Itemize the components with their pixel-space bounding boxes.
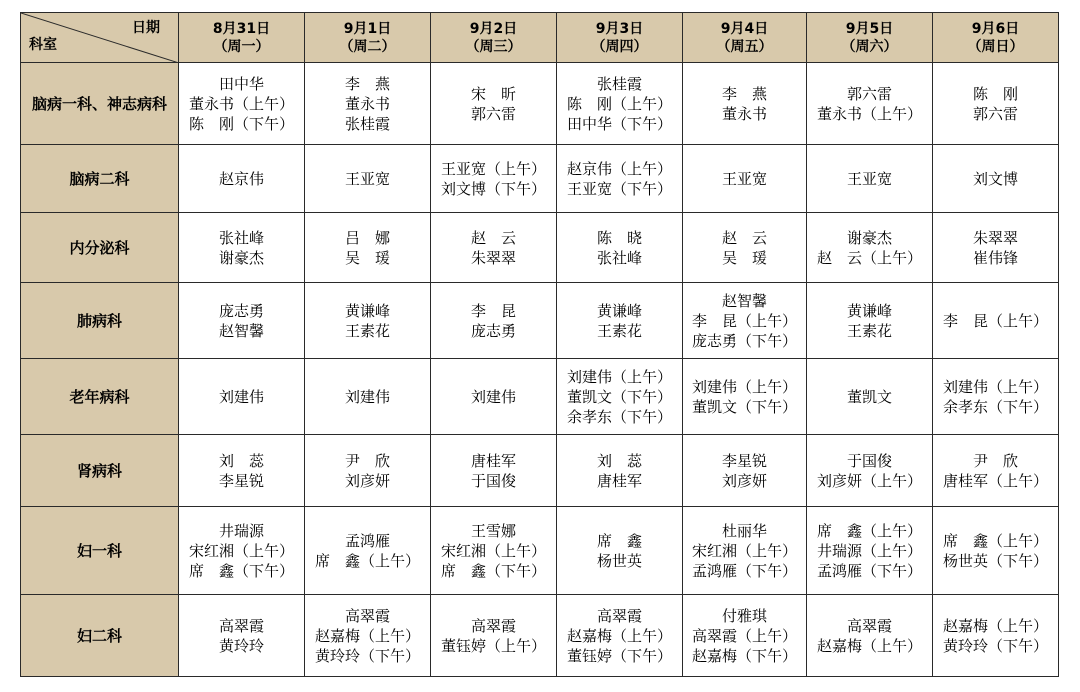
duty-cell — [557, 595, 683, 677]
duty-cell — [933, 359, 1059, 435]
doctor-entry: 王雪娜 — [470, 521, 516, 540]
weekday-label: （周六） — [841, 38, 898, 55]
doctor-entry: 李 昆 — [470, 301, 516, 320]
doctor-list — [219, 301, 264, 341]
doctor-entry: 井瑞源（上午） — [816, 541, 922, 560]
department-axis-label: 科室 — [29, 37, 57, 53]
date-label: 8月31日 — [212, 20, 271, 37]
doctor-entry: 吴 瑗 — [721, 248, 767, 267]
doctor-list — [567, 367, 672, 427]
duty-cell — [933, 63, 1059, 145]
department-name: 脑病二科 — [21, 145, 179, 213]
duty-cell — [933, 283, 1059, 359]
department-name: 妇一科 — [21, 507, 179, 595]
doctor-list — [471, 228, 516, 268]
duty-cell — [807, 283, 933, 359]
corner-header-cell — [21, 13, 179, 63]
doctor-entry: 王亚宽（上午） — [440, 159, 546, 178]
duty-cell — [305, 595, 431, 677]
doctor-entry: 董永书 — [344, 94, 390, 113]
doctor-entry: 高翠霞 — [470, 616, 516, 635]
doctor-entry: 李 燕 — [344, 74, 390, 93]
duty-cell — [179, 435, 305, 507]
doctor-entry: 于国俊 — [846, 451, 892, 470]
doctor-list — [471, 451, 516, 491]
duty-cell — [557, 63, 683, 145]
doctor-entry: 李 昆（上午） — [942, 311, 1048, 330]
weekday-label: （周日） — [967, 38, 1024, 55]
doctor-entry: 董永书 — [721, 104, 767, 123]
doctor-entry: 赵智馨 — [721, 291, 767, 310]
doctor-entry: 赵 云 — [721, 228, 767, 247]
doctor-entry: 张桂霞 — [596, 74, 642, 93]
doctor-entry: 赵京伟（上午） — [566, 159, 672, 178]
weekday-label: （周五） — [716, 38, 773, 55]
doctor-entry: 唐桂军 — [596, 471, 642, 490]
doctor-list — [597, 228, 642, 268]
doctor-list — [847, 387, 892, 407]
department-row — [21, 145, 1059, 213]
doctor-entry: 黄玲玲（下午） — [314, 646, 420, 665]
doctor-entry: 高翠霞 — [596, 606, 642, 625]
date-label: 9月1日 — [343, 20, 392, 37]
doctor-list — [973, 228, 1018, 268]
doctor-entry: 陈 刚（下午） — [188, 114, 294, 133]
duty-cell — [179, 283, 305, 359]
doctor-entry: 刘 蕊 — [218, 451, 264, 470]
date-header-2 — [305, 13, 431, 63]
doctor-list — [471, 301, 516, 341]
doctor-entry: 席 鑫 — [596, 531, 642, 550]
duty-cell — [179, 145, 305, 213]
doctor-entry: 黄谦峰 — [596, 301, 642, 320]
duty-cell — [807, 213, 933, 283]
doctor-entry: 高翠霞 — [218, 616, 264, 635]
doctor-entry: 庞志勇 — [470, 321, 516, 340]
duty-cell — [683, 359, 807, 435]
doctor-entry: 郭六雷 — [846, 84, 892, 103]
duty-cell — [431, 435, 557, 507]
doctor-entry: 余孝东（下午） — [942, 397, 1048, 416]
doctor-entry: 宋 昕 — [470, 84, 516, 103]
duty-cell — [557, 283, 683, 359]
department-row — [21, 507, 1059, 595]
date-header-7 — [933, 13, 1059, 63]
doctor-entry: 刘建伟 — [218, 387, 264, 406]
department-row — [21, 213, 1059, 283]
duty-cell — [305, 63, 431, 145]
duty-cell — [807, 145, 933, 213]
doctor-entry: 赵嘉梅（上午） — [942, 616, 1048, 635]
doctor-list — [817, 451, 922, 491]
doctor-entry: 赵 云 — [470, 228, 516, 247]
doctor-entry: 陈 晓 — [596, 228, 642, 247]
doctor-entry: 赵嘉梅（上午） — [314, 626, 420, 645]
duty-cell — [807, 435, 933, 507]
doctor-list — [943, 377, 1048, 417]
duty-cell — [683, 213, 807, 283]
weekday-label: （周一） — [213, 38, 270, 55]
doctor-entry: 赵智馨 — [218, 321, 264, 340]
doctor-entry: 刘建伟 — [344, 387, 390, 406]
doctor-entry: 吕 娜 — [344, 228, 390, 247]
doctor-entry: 井瑞源 — [218, 521, 264, 540]
doctor-entry: 王亚宽 — [846, 169, 892, 188]
duty-cell — [683, 507, 807, 595]
doctor-entry: 高翠霞 — [344, 606, 390, 625]
doctor-entry: 王亚宽 — [344, 169, 390, 188]
doctor-entry: 张社峰 — [596, 248, 642, 267]
doctor-entry: 董永书（上午） — [188, 94, 294, 113]
duty-cell — [179, 359, 305, 435]
doctor-entry: 杨世英 — [596, 551, 642, 570]
duty-cell — [807, 595, 933, 677]
doctor-entry: 董永书（上午） — [816, 104, 922, 123]
doctor-entry: 尹 欣 — [972, 451, 1018, 470]
doctor-entry: 董凯文（下午） — [691, 397, 797, 416]
duty-cell — [431, 213, 557, 283]
doctor-list — [567, 606, 672, 666]
doctor-entry: 谢豪杰 — [218, 248, 264, 267]
doctor-entry: 席 鑫（上午） — [816, 521, 922, 540]
duty-cell — [683, 63, 807, 145]
doctor-entry: 唐桂军 — [470, 451, 516, 470]
doctor-list — [219, 169, 264, 189]
duty-cell — [431, 359, 557, 435]
duty-cell — [431, 63, 557, 145]
doctor-list — [345, 74, 390, 134]
doctor-entry: 郭六雷 — [470, 104, 516, 123]
doctor-list — [219, 616, 264, 656]
doctor-entry: 刘建伟（上午） — [566, 367, 672, 386]
doctor-entry: 杨世英（下午） — [942, 551, 1048, 570]
doctor-list — [817, 521, 922, 581]
doctor-list — [597, 531, 642, 571]
doctor-entry: 宋红湘（上午） — [188, 541, 294, 560]
doctor-list — [219, 451, 264, 491]
doctor-entry: 赵 云（上午） — [816, 248, 922, 267]
doctor-list — [567, 74, 672, 134]
duty-cell — [683, 145, 807, 213]
doctor-entry: 王亚宽 — [721, 169, 767, 188]
duty-cell — [305, 359, 431, 435]
duty-cell — [683, 435, 807, 507]
doctor-list — [943, 451, 1048, 491]
doctor-entry: 尹 欣 — [344, 451, 390, 470]
doctor-list — [722, 84, 767, 124]
date-header-5 — [683, 13, 807, 63]
doctor-entry: 田中华 — [218, 74, 264, 93]
department-name: 老年病科 — [21, 359, 179, 435]
weekday-label: （周三） — [465, 38, 522, 55]
doctor-entry: 赵嘉梅（上午） — [816, 636, 922, 655]
doctor-entry: 庞志勇 — [218, 301, 264, 320]
doctor-entry: 李 燕 — [721, 84, 767, 103]
doctor-entry: 董钰婷（上午） — [440, 636, 546, 655]
duty-cell — [807, 507, 933, 595]
doctor-list — [692, 377, 797, 417]
doctor-entry: 王素花 — [344, 321, 390, 340]
date-label: 9月6日 — [971, 20, 1020, 37]
duty-cell — [557, 507, 683, 595]
doctor-entry: 刘彦妍 — [344, 471, 390, 490]
doctor-entry: 谢豪杰 — [846, 228, 892, 247]
doctor-list — [943, 616, 1048, 656]
doctor-entry: 李星锐 — [218, 471, 264, 490]
doctor-list — [847, 169, 892, 189]
doctor-list — [817, 616, 922, 656]
doctor-entry: 黄玲玲（下午） — [942, 636, 1048, 655]
doctor-list — [189, 521, 294, 581]
doctor-entry: 赵嘉梅（下午） — [691, 646, 797, 665]
doctor-entry: 赵京伟 — [218, 169, 264, 188]
doctor-entry: 张桂霞 — [344, 114, 390, 133]
date-header-6 — [807, 13, 933, 63]
doctor-entry: 陈 刚（上午） — [566, 94, 672, 113]
doctor-entry: 席 鑫（下午） — [188, 561, 294, 580]
doctor-entry: 黄谦峰 — [846, 301, 892, 320]
doctor-list — [943, 531, 1048, 571]
department-row — [21, 63, 1059, 145]
doctor-list — [692, 521, 797, 581]
doctor-entry: 黄谦峰 — [344, 301, 390, 320]
doctor-entry: 席 鑫（下午） — [440, 561, 546, 580]
doctor-entry: 李星锐 — [721, 451, 767, 470]
duty-cell — [557, 145, 683, 213]
doctor-list — [345, 301, 390, 341]
duty-cell — [933, 213, 1059, 283]
duty-cell — [557, 213, 683, 283]
doctor-entry: 宋红湘（上午） — [440, 541, 546, 560]
duty-cell — [305, 283, 431, 359]
doctor-entry: 席 鑫（上午） — [942, 531, 1048, 550]
weekday-label: （周四） — [591, 38, 648, 55]
doctor-entry: 王素花 — [846, 321, 892, 340]
doctor-list — [345, 169, 390, 189]
doctor-list — [722, 169, 767, 189]
doctor-list — [345, 387, 390, 407]
doctor-entry: 董钰婷（下午） — [566, 646, 672, 665]
department-name: 肺病科 — [21, 283, 179, 359]
department-row — [21, 595, 1059, 677]
doctor-list — [943, 311, 1048, 331]
date-label: 9月3日 — [595, 20, 644, 37]
duty-cell — [933, 145, 1059, 213]
duty-cell — [179, 213, 305, 283]
duty-cell — [179, 63, 305, 145]
department-row — [21, 359, 1059, 435]
doctor-entry: 高翠霞 — [846, 616, 892, 635]
doctor-list — [847, 301, 892, 341]
duty-cell — [807, 359, 933, 435]
doctor-entry: 田中华（下午） — [566, 114, 672, 133]
doctor-list — [315, 531, 420, 571]
department-name: 脑病一科、神志病科 — [21, 63, 179, 145]
department-name: 内分泌科 — [21, 213, 179, 283]
doctor-entry: 张社峰 — [218, 228, 264, 247]
doctor-entry: 刘建伟（上午） — [691, 377, 797, 396]
doctor-entry: 陈 刚 — [972, 84, 1018, 103]
doctor-list — [189, 74, 294, 134]
doctor-entry: 刘建伟（上午） — [942, 377, 1048, 396]
doctor-entry: 杜丽华 — [721, 521, 767, 540]
doctor-entry: 付雅琪 — [721, 606, 767, 625]
doctor-entry: 高翠霞（上午） — [691, 626, 797, 645]
doctor-entry: 刘 蕊 — [596, 451, 642, 470]
date-label: 9月2日 — [469, 20, 518, 37]
doctor-list — [597, 301, 642, 341]
duty-cell — [431, 595, 557, 677]
duty-cell — [305, 213, 431, 283]
doctor-list — [567, 159, 672, 199]
duty-schedule-table — [20, 12, 1059, 677]
duty-cell — [683, 595, 807, 677]
duty-cell — [933, 507, 1059, 595]
doctor-entry: 庞志勇（下午） — [691, 331, 797, 350]
doctor-entry: 刘彦妍 — [721, 471, 767, 490]
date-header-1 — [179, 13, 305, 63]
header-row — [21, 13, 1059, 63]
doctor-entry: 孟鸿雁 — [344, 531, 390, 550]
duty-cell — [431, 507, 557, 595]
doctor-entry: 余孝东（下午） — [566, 407, 672, 426]
duty-cell — [305, 435, 431, 507]
doctor-entry: 刘建伟 — [470, 387, 516, 406]
doctor-entry: 董凯文（下午） — [566, 387, 672, 406]
doctor-list — [345, 451, 390, 491]
schedule-body — [21, 63, 1059, 677]
doctor-list — [471, 387, 516, 407]
doctor-list — [973, 169, 1018, 189]
date-label: 9月5日 — [845, 20, 894, 37]
doctor-list — [692, 606, 797, 666]
duty-cell — [431, 145, 557, 213]
date-axis-label: 日期 — [132, 20, 160, 36]
doctor-entry: 孟鸿雁（下午） — [816, 561, 922, 580]
doctor-list — [219, 387, 264, 407]
doctor-entry: 宋红湘（上午） — [691, 541, 797, 560]
doctor-entry: 孟鸿雁（下午） — [691, 561, 797, 580]
doctor-list — [345, 228, 390, 268]
department-row — [21, 435, 1059, 507]
doctor-entry: 于国俊 — [470, 471, 516, 490]
duty-cell — [431, 283, 557, 359]
doctor-list — [441, 521, 546, 581]
doctor-entry: 郭六雷 — [972, 104, 1018, 123]
duty-cell — [557, 359, 683, 435]
department-name: 妇二科 — [21, 595, 179, 677]
duty-cell — [179, 595, 305, 677]
duty-cell — [179, 507, 305, 595]
department-row — [21, 283, 1059, 359]
doctor-entry: 赵嘉梅（上午） — [566, 626, 672, 645]
doctor-list — [692, 291, 797, 351]
doctor-entry: 刘文博（下午） — [440, 179, 546, 198]
doctor-entry: 崔伟锋 — [972, 248, 1018, 267]
doctor-entry: 王亚宽（下午） — [566, 179, 672, 198]
doctor-list — [722, 451, 767, 491]
doctor-list — [817, 84, 922, 124]
doctor-entry: 李 昆（上午） — [691, 311, 797, 330]
duty-cell — [305, 145, 431, 213]
duty-cell — [305, 507, 431, 595]
doctor-entry: 刘彦妍（上午） — [816, 471, 922, 490]
doctor-entry: 朱翠翠 — [470, 248, 516, 267]
doctor-entry: 吴 瑗 — [344, 248, 390, 267]
doctor-list — [471, 84, 516, 124]
duty-cell — [933, 435, 1059, 507]
doctor-entry: 黄玲玲 — [218, 636, 264, 655]
doctor-list — [441, 159, 546, 199]
weekday-label: （周二） — [339, 38, 396, 55]
doctor-list — [597, 451, 642, 491]
doctor-list — [441, 616, 546, 656]
doctor-list — [219, 228, 264, 268]
department-name: 肾病科 — [21, 435, 179, 507]
duty-cell — [557, 435, 683, 507]
doctor-list — [973, 84, 1018, 124]
duty-cell — [807, 63, 933, 145]
doctor-list — [722, 228, 767, 268]
doctor-entry: 朱翠翠 — [972, 228, 1018, 247]
doctor-entry: 刘文博 — [972, 169, 1018, 188]
doctor-list — [817, 228, 922, 268]
date-label: 9月4日 — [720, 20, 769, 37]
doctor-entry: 唐桂军（上午） — [942, 471, 1048, 490]
doctor-entry: 席 鑫（上午） — [314, 551, 420, 570]
date-header-4 — [557, 13, 683, 63]
duty-cell — [683, 283, 807, 359]
date-header-3 — [431, 13, 557, 63]
doctor-list — [315, 606, 420, 666]
doctor-entry: 董凯文 — [846, 387, 892, 406]
duty-cell — [933, 595, 1059, 677]
doctor-entry: 王素花 — [596, 321, 642, 340]
